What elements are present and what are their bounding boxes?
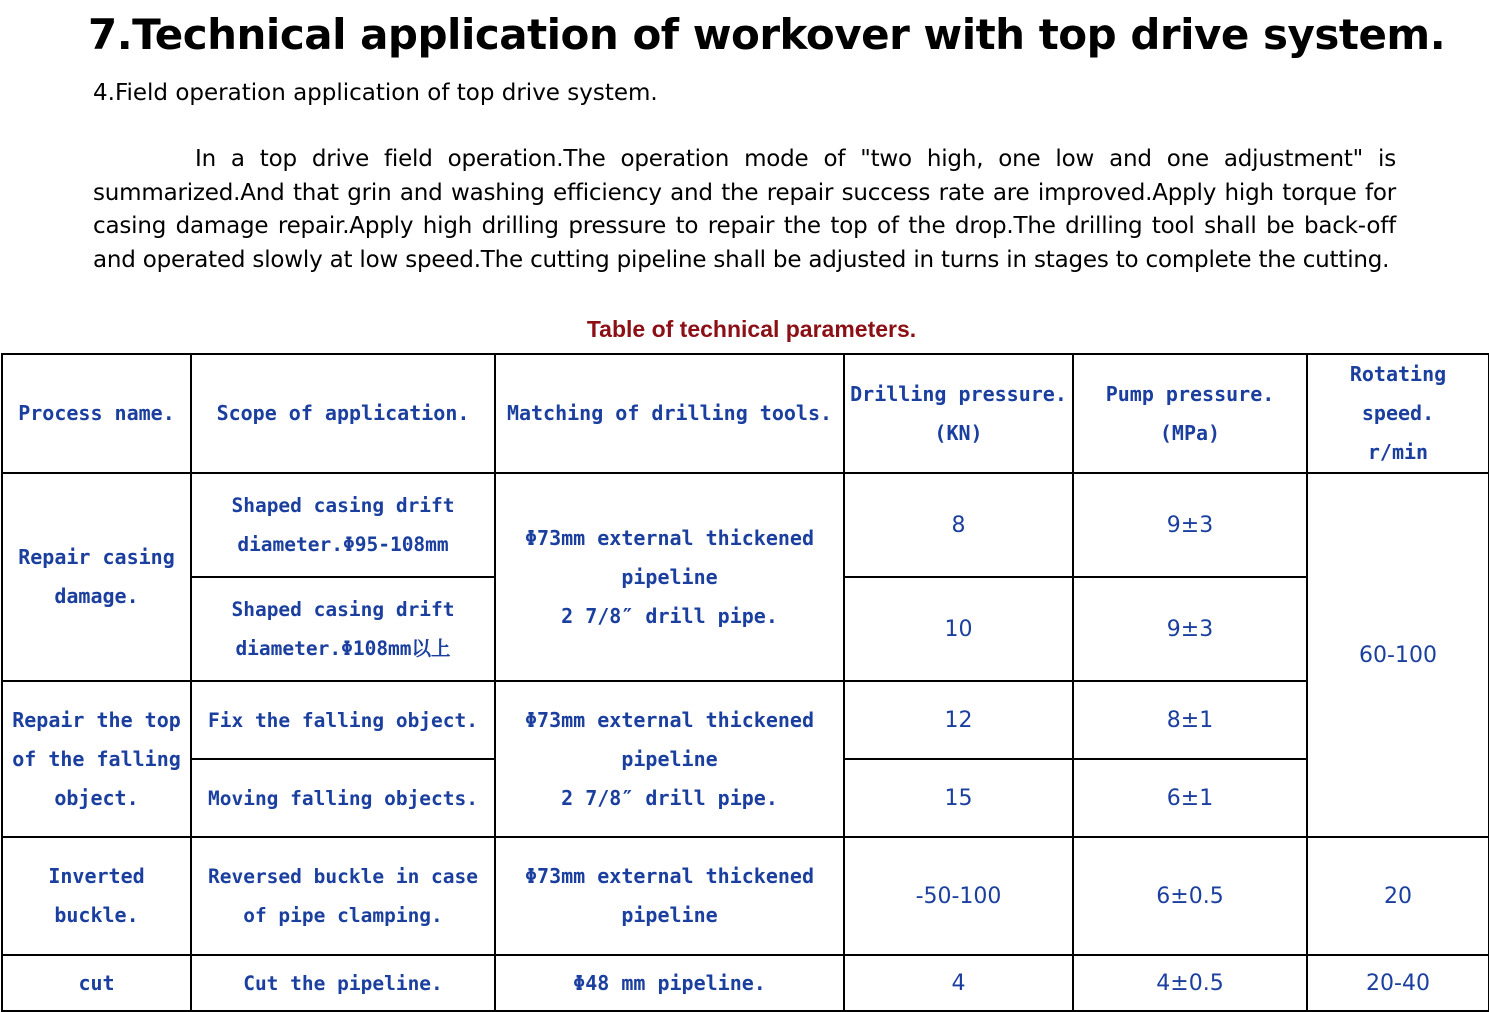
cell-scope: Cut the pipeline. [191, 955, 495, 1011]
cell-rotating-speed: 20-40 [1307, 955, 1489, 1011]
header-drilling-pressure: Drilling pressure. (KN) [844, 354, 1073, 473]
cell-tools: Φ73mm external thickened pipeline 2 7/8″ drill pipe. [495, 681, 844, 837]
cell-tools: Φ73mm external thickened pipeline [495, 837, 844, 955]
body-paragraph: In a top drive field operation.The operation mode of "two high, one low and one adjustment" is summarized.And that grin and washing efficiency and the repair success rate are improved.Apply high torque for casing damage repair.Apply high drilling pressure to repair the top of the drop.The drilling tool shall be back-off and operated slowly at low speed.The cutting pipeline shall be adjusted in turns in stages to complete the cutting. [93, 146, 1396, 273]
header-process: Process name. [2, 354, 191, 473]
cell-drilling-pressure: 10 [844, 577, 1073, 681]
cell-process-inverted: Inverted buckle. [2, 837, 191, 955]
cell-rotating-speed: 20 [1307, 837, 1489, 955]
cell-scope: Moving falling objects. [191, 759, 495, 837]
section-subtitle: 4.Field operation application of top drive system. [93, 80, 658, 106]
cell-scope: Shaped casing drift diameter.Φ108mm以上 [191, 577, 495, 681]
table-header-row [2, 354, 1489, 473]
cell-pump-pressure: 6±1 [1073, 759, 1307, 837]
cell-drilling-pressure: -50-100 [844, 837, 1073, 955]
header-rotating-speed: Rotating speed. r/min [1307, 354, 1489, 473]
cell-pump-pressure: 9±3 [1073, 473, 1307, 577]
cell-rotating-speed-shared: 60-100 [1307, 473, 1489, 837]
table-caption: Table of technical parameters. [586, 316, 917, 342]
page-title: 7.Technical application of workover with top drive system. [88, 10, 1446, 59]
table-row [2, 837, 1489, 955]
header-scope: Scope of application. [191, 354, 495, 473]
cell-pump-pressure: 4±0.5 [1073, 955, 1307, 1011]
header-pump-pressure: Pump pressure. (MPa) [1073, 354, 1307, 473]
cell-scope: Shaped casing drift diameter.Φ95-108mm [191, 473, 495, 577]
cell-scope: Fix the falling object. [191, 681, 495, 759]
cell-process-repair-top: Repair the top of the falling object. [2, 681, 191, 837]
cell-pump-pressure: 8±1 [1073, 681, 1307, 759]
cell-scope: Reversed buckle in case of pipe clamping. [191, 837, 495, 955]
cell-drilling-pressure: 12 [844, 681, 1073, 759]
table-row [2, 473, 1489, 577]
cell-pump-pressure: 9±3 [1073, 577, 1307, 681]
cell-tools: Φ48 mm pipeline. [495, 955, 844, 1011]
cell-tools: Φ73mm external thickened pipeline 2 7/8″ drill pipe. [495, 473, 844, 681]
table-row [2, 955, 1489, 1011]
table-row [2, 681, 1489, 759]
cell-process-cut: cut [2, 955, 191, 1011]
cell-drilling-pressure: 8 [844, 473, 1073, 577]
technical-parameters-table [1, 353, 1489, 1012]
cell-drilling-pressure: 15 [844, 759, 1073, 837]
cell-pump-pressure: 6±0.5 [1073, 837, 1307, 955]
cell-drilling-pressure: 4 [844, 955, 1073, 1011]
cell-process-repair-casing: Repair casing damage. [2, 473, 191, 681]
header-tools: Matching of drilling tools. [495, 354, 844, 473]
